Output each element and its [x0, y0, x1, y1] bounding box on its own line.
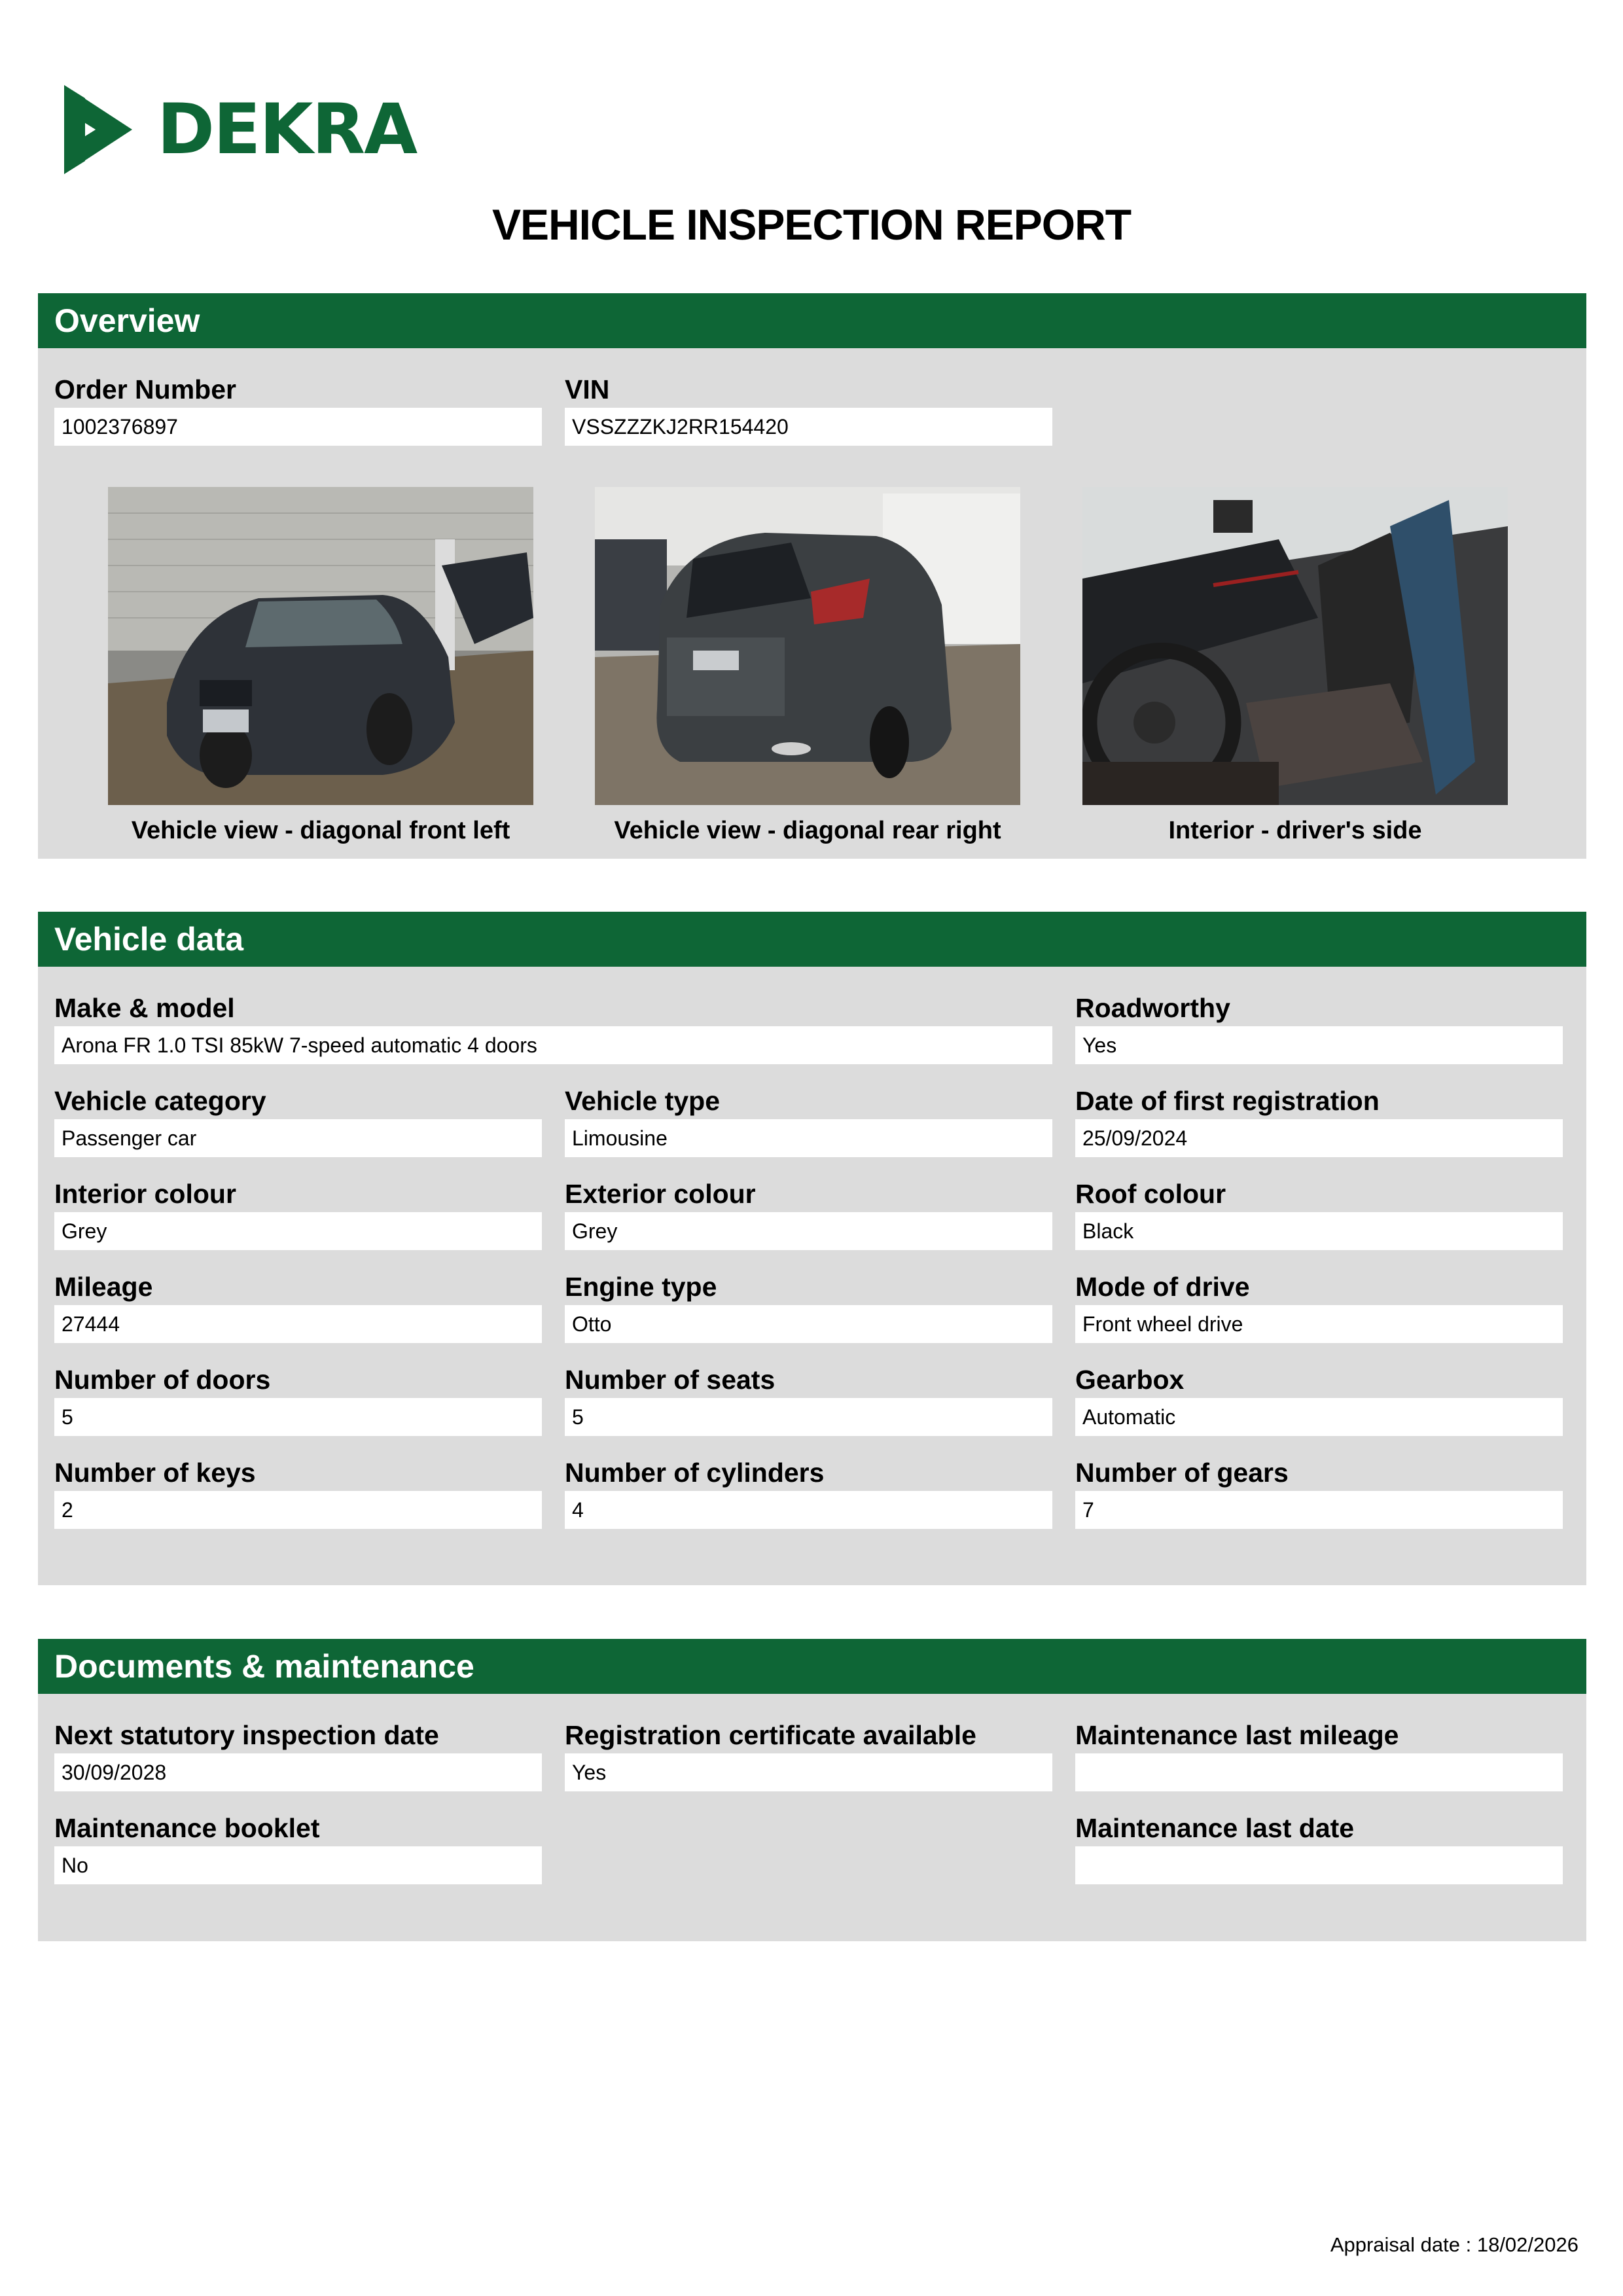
appraisal-date: Appraisal date : 18/02/2026: [1330, 2233, 1578, 2256]
mode-of-drive-value: Front wheel drive: [1075, 1305, 1563, 1343]
interior-colour-label: Interior colour: [54, 1179, 236, 1209]
number-of-gears-value: 7: [1075, 1491, 1563, 1529]
overview-heading: Overview: [38, 293, 1586, 348]
roof-colour-value: Black: [1075, 1212, 1563, 1250]
photo-front-left: [108, 487, 533, 805]
number-of-seats-value: 5: [565, 1398, 1052, 1436]
number-of-doors-label: Number of doors: [54, 1365, 271, 1395]
mode-of-drive-label: Mode of drive: [1075, 1272, 1250, 1302]
mileage-value: 27444: [54, 1305, 542, 1343]
next-inspection-label: Next statutory inspection date: [54, 1720, 439, 1750]
order-number-value: 1002376897: [54, 408, 542, 446]
vehicle-type-field: [565, 1083, 1052, 1157]
vehicle-category-field: [54, 1083, 542, 1157]
engine-type-value: Otto: [565, 1305, 1052, 1343]
make-model-value: Arona FR 1.0 TSI 85kW 7-speed automatic 4 doors: [54, 1026, 1052, 1064]
engine-type-field: [565, 1268, 1052, 1343]
mode-of-drive-field: [1075, 1268, 1563, 1343]
photo-caption-rear-right: Vehicle view - diagonal rear right: [614, 817, 1001, 844]
interior-colour-value: Grey: [54, 1212, 542, 1250]
maintenance-last-mileage-field: [1075, 1717, 1563, 1791]
gearbox-label: Gearbox: [1075, 1365, 1185, 1395]
dekra-logo: [59, 84, 417, 175]
vehicle-type-label: Vehicle type: [565, 1086, 721, 1116]
vehicle-category-label: Vehicle category: [54, 1086, 266, 1116]
vin-label: VIN: [565, 374, 610, 404]
maintenance-last-date-value: [1075, 1846, 1563, 1884]
photo-caption-front-left: Vehicle view - diagonal front left: [131, 817, 510, 844]
number-of-seats-field: [565, 1361, 1052, 1436]
roof-colour-label: Roof colour: [1075, 1179, 1226, 1209]
vehicle-type-value: Limousine: [565, 1119, 1052, 1157]
dekra-chevron-icon: [59, 84, 137, 175]
vehicle-category-value: Passenger car: [54, 1119, 542, 1157]
vin-field: [565, 371, 1052, 446]
vin-value: VSSZZZKJ2RR154420: [565, 408, 1052, 446]
number-of-gears-label: Number of gears: [1075, 1458, 1289, 1488]
roof-colour-field: [1075, 1175, 1563, 1250]
order-number-label: Order Number: [54, 374, 236, 404]
gearbox-field: [1075, 1361, 1563, 1436]
maintenance-last-date-field: [1075, 1810, 1563, 1884]
first-registration-label: Date of first registration: [1075, 1086, 1380, 1116]
maintenance-booklet-value: No: [54, 1846, 542, 1884]
number-of-cylinders-value: 4: [565, 1491, 1052, 1529]
number-of-keys-field: [54, 1454, 542, 1529]
roadworthy-label: Roadworthy: [1075, 993, 1230, 1023]
number-of-gears-field: [1075, 1454, 1563, 1529]
number-of-keys-value: 2: [54, 1491, 542, 1529]
mileage-field: [54, 1268, 542, 1343]
number-of-doors-field: [54, 1361, 542, 1436]
documents-heading: Documents & maintenance: [38, 1639, 1586, 1694]
first-registration-value: 25/09/2024: [1075, 1119, 1563, 1157]
engine-type-label: Engine type: [565, 1272, 717, 1302]
document-title: VEHICLE INSPECTION REPORT: [491, 200, 1132, 249]
number-of-doors-value: 5: [54, 1398, 542, 1436]
photo-caption-interior: Interior - driver's side: [1168, 817, 1422, 844]
exterior-colour-value: Grey: [565, 1212, 1052, 1250]
number-of-cylinders-field: [565, 1454, 1052, 1529]
mileage-label: Mileage: [54, 1272, 153, 1302]
exterior-colour-field: [565, 1175, 1052, 1250]
maintenance-last-mileage-value: [1075, 1753, 1563, 1791]
vehicle-data-heading: Vehicle data: [38, 912, 1586, 967]
registration-certificate-label: Registration certificate available: [565, 1720, 976, 1750]
order-number-field: [54, 371, 542, 446]
number-of-seats-label: Number of seats: [565, 1365, 776, 1395]
photo-rear-right: [595, 487, 1020, 805]
maintenance-booklet-label: Maintenance booklet: [54, 1813, 320, 1843]
gearbox-value: Automatic: [1075, 1398, 1563, 1436]
number-of-keys-label: Number of keys: [54, 1458, 256, 1488]
photo-interior: [1082, 487, 1508, 805]
make-model-label: Make & model: [54, 993, 235, 1023]
maintenance-last-date-label: Maintenance last date: [1075, 1813, 1355, 1843]
number-of-cylinders-label: Number of cylinders: [565, 1458, 825, 1488]
registration-certificate-value: Yes: [565, 1753, 1052, 1791]
first-registration-field: [1075, 1083, 1563, 1157]
maintenance-booklet-field: [54, 1810, 542, 1884]
roadworthy-value: Yes: [1075, 1026, 1563, 1064]
roadworthy-field: [1075, 990, 1563, 1064]
interior-colour-field: [54, 1175, 542, 1250]
make-model-field: [54, 990, 1052, 1064]
registration-certificate-field: [565, 1717, 1052, 1791]
next-inspection-field: [54, 1717, 542, 1791]
exterior-colour-label: Exterior colour: [565, 1179, 756, 1209]
brand-name: DEKRA: [157, 89, 417, 170]
maintenance-last-mileage-label: Maintenance last mileage: [1075, 1720, 1399, 1750]
next-inspection-value: 30/09/2028: [54, 1753, 542, 1791]
